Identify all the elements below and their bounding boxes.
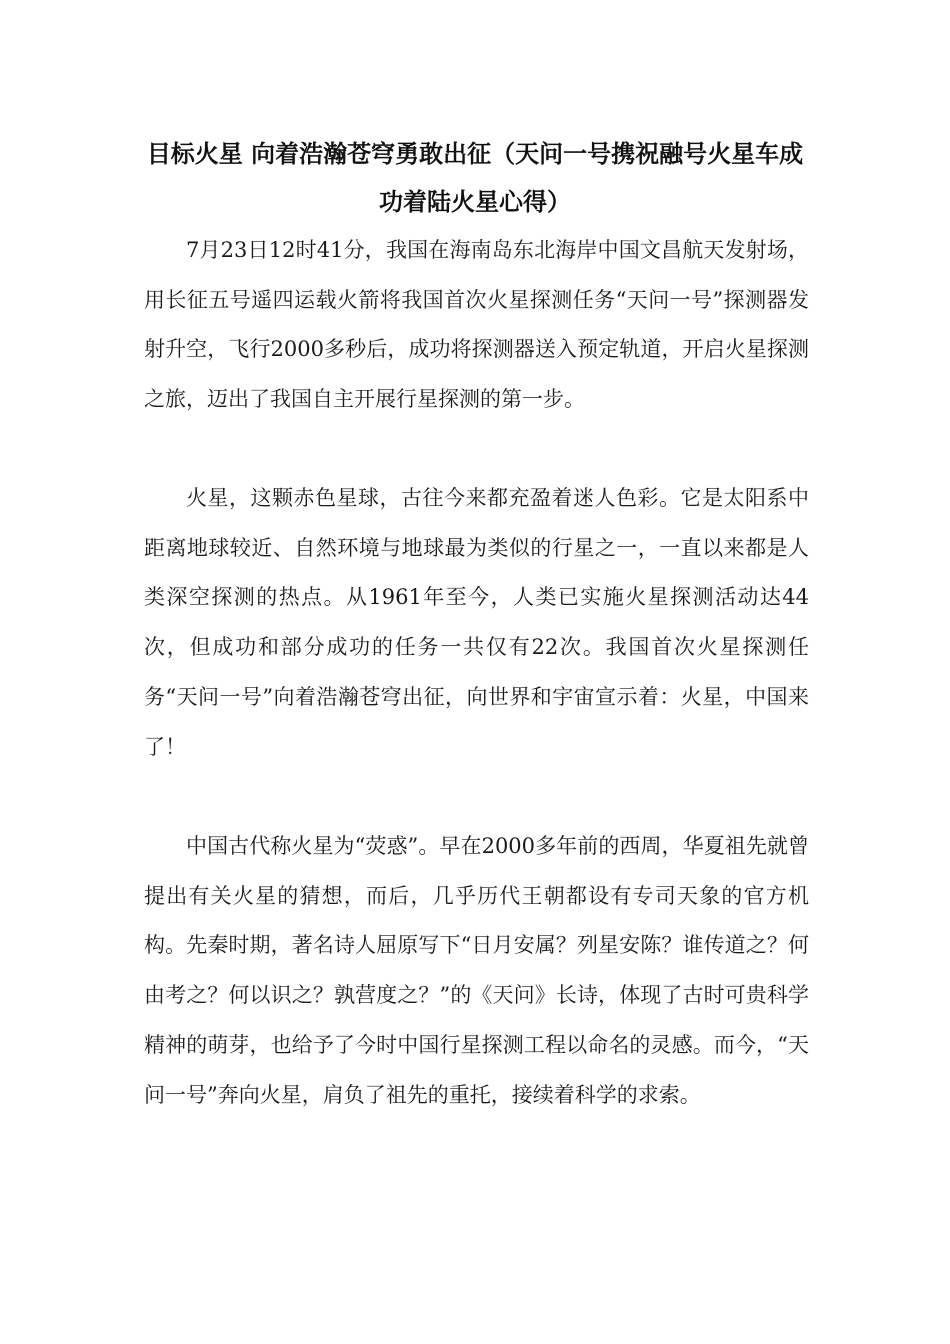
- paragraph-mars-intro: 火星，这颗赤色星球，古往今来都充盈着迷人色彩。它是太阳系中距离地球较近、自然环境与地球最为类似的行星之一，一直以来都是人类深空探测的热点。从1961年至今，人类已实施火星探测活动达44次，但成功和部分成功的任务一共仅有22次。我国首次火星探测任务“天问一号”向着浩瀚苍穹出征，向世界和宇宙宣示着：火星，中国来了！: [144, 486, 809, 759]
- document-title: 目标火星 向着浩瀚苍穹勇敢出征（天问一号携祝融号火星车成功着陆火星心得）: [146, 140, 804, 216]
- paragraph-launch: 7月23日12时41分，我国在海南岛东北海岸中国文昌航天发射场，用长征五号遥四运载火箭将我国首次火星探测任务“天问一号”探测器发射升空，飞行2000多秒后，成功将探测器送入预定轨道，开启火星探测之旅，迈出了我国自主开展行星探测的第一步。: [144, 238, 809, 412]
- paragraph-history: 中国古代称火星为“荧惑”。早在2000多年前的西周，华夏祖先就曾提出有关火星的猜想，而后，几乎历代王朝都设有专司天象的官方机构。先秦时期，著名诗人屈原写下“日月安属？列星安陈？谁传道之？何由考之？何以识之？孰营度之？”的《天问》长诗，体现了古时可贵科学精神的萌芽，也给予了今时中国行星探测工程以命名的灵感。而今，“天问一号”奔向火星，肩负了祖先的重托，接续着科学的求索。: [144, 834, 809, 1107]
